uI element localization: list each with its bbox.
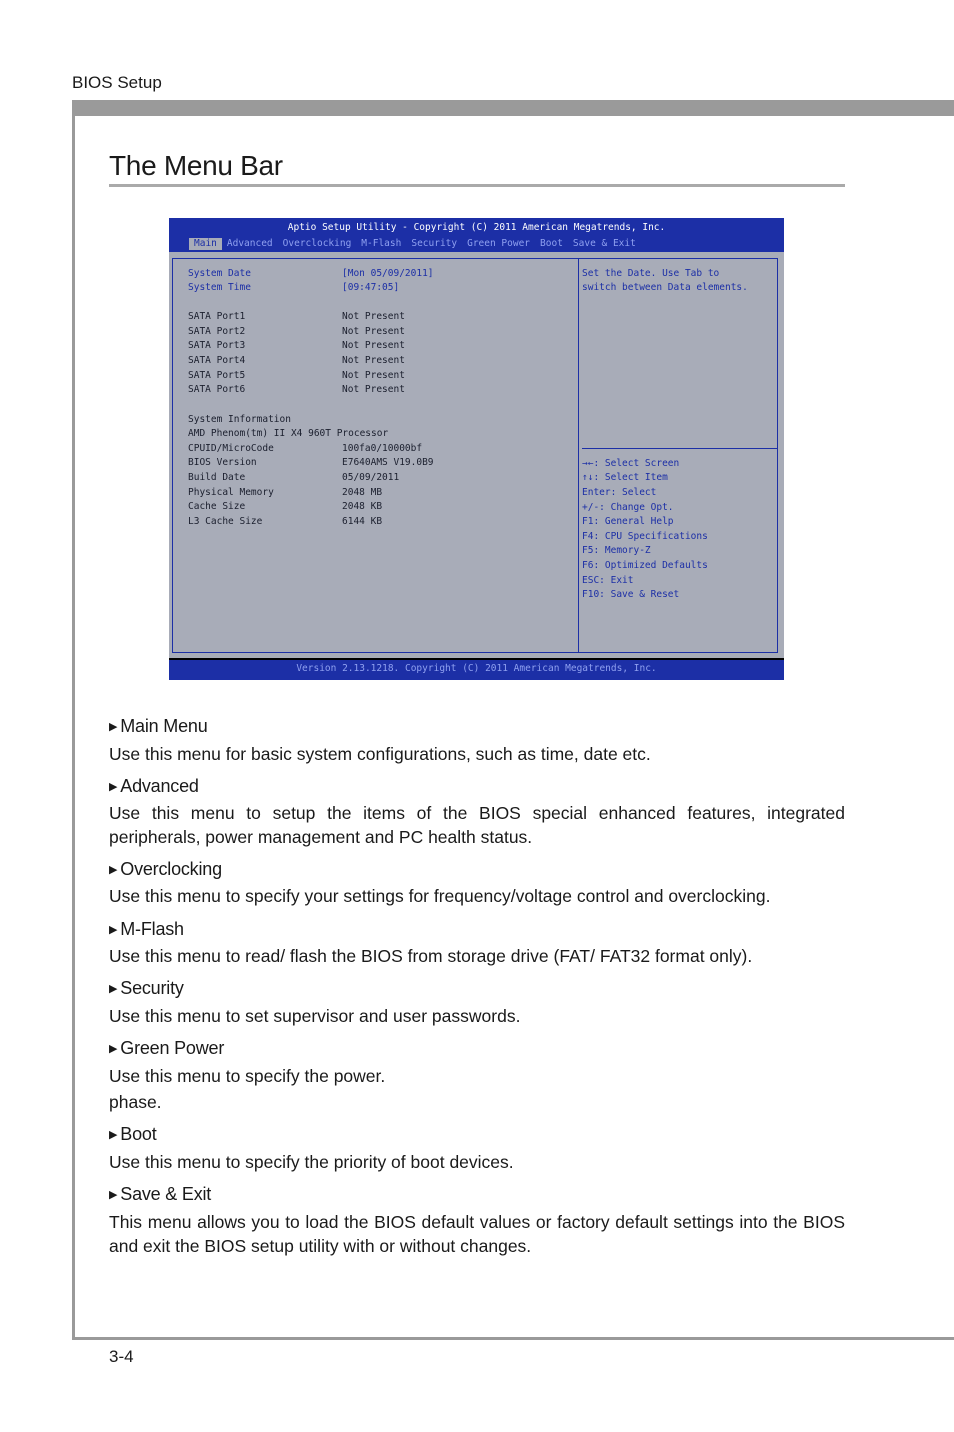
- bios-menu-green-power[interactable]: Green Power: [467, 238, 531, 249]
- section-heading-save-exit: [109, 1184, 211, 1205]
- bios-value-sata1: Not Present: [342, 311, 405, 322]
- section-text-main-menu: Use this menu for basic system configurations, such as time, date etc.: [109, 744, 651, 764]
- section-title: Boot: [120, 1124, 157, 1144]
- bios-label-sata6: SATA Port6: [188, 384, 246, 395]
- bios-value-physical-memory: 2048 MB: [342, 487, 383, 498]
- section-text-green-power-2: phase.: [109, 1092, 162, 1112]
- section-title: M-Flash: [120, 919, 184, 939]
- bios-label-system-info: System Information: [188, 414, 291, 425]
- page-number: 3-4: [109, 1347, 134, 1366]
- section-text-green-power: Use this menu to specify the power.: [109, 1066, 386, 1086]
- bios-label-build-date: Build Date: [188, 472, 246, 483]
- bios-label-l3-cache: L3 Cache Size: [188, 516, 263, 527]
- bios-key-f1: F1: General Help: [582, 516, 674, 527]
- bios-value-l3-cache: 6144 KB: [342, 516, 383, 527]
- running-header: BIOS Setup: [72, 73, 162, 92]
- triangle-icon: ▶: [109, 983, 118, 995]
- section-text-security: Use this menu to set supervisor and user passwords.: [109, 1006, 521, 1026]
- bios-key-f4: F4: CPU Specifications: [582, 531, 708, 542]
- bios-label-sata4: SATA Port4: [188, 355, 246, 366]
- triangle-icon: ▶: [109, 924, 118, 936]
- bios-label-bios-version: BIOS Version: [188, 457, 257, 468]
- bios-value-cpuid: 100fa0/10000bf: [342, 443, 423, 454]
- section-text-save-exit: This menu allows you to load the BIOS default values or factory default settings into the BIOS and exit the BIOS setup utility with or without changes.: [109, 1212, 845, 1256]
- section-text-boot: Use this menu to specify the priority of boot devices.: [109, 1152, 514, 1172]
- section-title: Security: [120, 978, 184, 998]
- bios-label-sata2: SATA Port2: [188, 326, 246, 337]
- bios-footer: [169, 660, 784, 680]
- bios-footer-text: Version 2.13.1218. Copyright (C) 2011 American Megatrends, Inc.: [296, 663, 657, 674]
- triangle-icon: ▶: [109, 1043, 118, 1055]
- bios-label-processor: AMD Phenom(tm) II X4 960T Processor: [188, 428, 389, 439]
- bottom-border: [72, 1337, 954, 1340]
- bios-body: [169, 252, 784, 658]
- bios-help-line-1: Set the Date. Use Tab to: [582, 268, 720, 279]
- section-title: Green Power: [120, 1038, 225, 1058]
- title-rule: [109, 184, 845, 187]
- bios-value-cache-size: 2048 KB: [342, 501, 383, 512]
- bios-value-sata5: Not Present: [342, 370, 405, 381]
- bios-label-system-time[interactable]: System Time: [188, 282, 251, 293]
- section-heading-main-menu: [109, 716, 208, 737]
- bios-menu-bar: [189, 238, 641, 250]
- bios-help-divider: [582, 448, 778, 449]
- bios-menu-main[interactable]: Main: [189, 238, 222, 250]
- section-heading-overclocking: [109, 859, 222, 880]
- bios-key-select-item: ↑↓: Select Item: [582, 472, 668, 483]
- bios-header: [169, 218, 784, 252]
- bios-value-bios-version: E7640AMS V19.0B9: [342, 457, 434, 468]
- bios-divider: [578, 258, 579, 653]
- section-title: Main Menu: [120, 716, 208, 736]
- bios-value-build-date: 05/09/2011: [342, 472, 400, 483]
- page-title: The Menu Bar: [109, 150, 283, 181]
- section-heading-green-power: [109, 1038, 224, 1059]
- bios-label-sata3: SATA Port3: [188, 340, 246, 351]
- bios-label-sata5: SATA Port5: [188, 370, 246, 381]
- bios-menu-advanced[interactable]: Advanced: [226, 238, 273, 249]
- bios-value-sata6: Not Present: [342, 384, 405, 395]
- bios-menu-overclocking[interactable]: Overclocking: [282, 238, 352, 249]
- bios-menu-security[interactable]: Security: [411, 238, 458, 249]
- bios-key-f10: F10: Save & Reset: [582, 589, 680, 600]
- bios-frame: [172, 258, 778, 653]
- bios-key-enter: Enter: Select: [582, 487, 657, 498]
- bios-screenshot: [169, 218, 784, 680]
- bios-label-sata1: SATA Port1: [188, 311, 246, 322]
- triangle-icon: ▶: [109, 721, 118, 733]
- section-heading-mflash: [109, 919, 184, 940]
- bios-value-system-time[interactable]: [09:47:05]: [342, 282, 400, 293]
- section-title: Advanced: [120, 776, 199, 796]
- bios-menu-mflash[interactable]: M-Flash: [361, 238, 402, 249]
- bios-label-system-date[interactable]: System Date: [188, 268, 251, 279]
- section-title: Save & Exit: [120, 1184, 212, 1204]
- bios-key-f6: F6: Optimized Defaults: [582, 560, 708, 571]
- bios-label-cpuid: CPUID/MicroCode: [188, 443, 274, 454]
- section-text-overclocking: Use this menu to specify your settings for frequency/voltage control and overclocking.: [109, 886, 771, 906]
- section-text-mflash: Use this menu to read/ flash the BIOS from storage drive (FAT/ FAT32 format only).: [109, 946, 753, 966]
- bios-key-f5: F5: Memory-Z: [582, 545, 651, 556]
- triangle-icon: ▶: [109, 1189, 118, 1201]
- left-border: [72, 100, 75, 1340]
- bios-key-esc: ESC: Exit: [582, 575, 634, 586]
- section-heading-boot: [109, 1124, 157, 1145]
- bios-menu-boot[interactable]: Boot: [540, 238, 563, 249]
- bios-key-change-opt: +/-: Change Opt.: [582, 502, 674, 513]
- bios-help-line-2: switch between Data elements.: [582, 282, 748, 293]
- bios-value-sata4: Not Present: [342, 355, 405, 366]
- bios-title: Aptio Setup Utility - Copyright (C) 2011 American Megatrends, Inc.: [287, 222, 666, 233]
- section-title: Overclocking: [120, 859, 222, 879]
- top-bar: [72, 100, 954, 116]
- bios-label-physical-memory: Physical Memory: [188, 487, 274, 498]
- triangle-icon: ▶: [109, 781, 118, 793]
- section-heading-advanced: [109, 776, 199, 797]
- triangle-icon: ▶: [109, 864, 118, 876]
- section-text-advanced: Use this menu to setup the items of the BIOS special enhanced features, integrated peripherals, power management and PC health status.: [109, 803, 845, 847]
- bios-menu-save-exit[interactable]: Save & Exit: [572, 238, 636, 249]
- triangle-icon: ▶: [109, 1129, 118, 1141]
- bios-value-system-date[interactable]: [Mon 05/09/2011]: [342, 268, 434, 279]
- bios-label-cache-size: Cache Size: [188, 501, 246, 512]
- section-heading-security: [109, 978, 184, 999]
- bios-value-sata3: Not Present: [342, 340, 405, 351]
- bios-value-sata2: Not Present: [342, 326, 405, 337]
- bios-key-select-screen: →←: Select Screen: [582, 458, 680, 469]
